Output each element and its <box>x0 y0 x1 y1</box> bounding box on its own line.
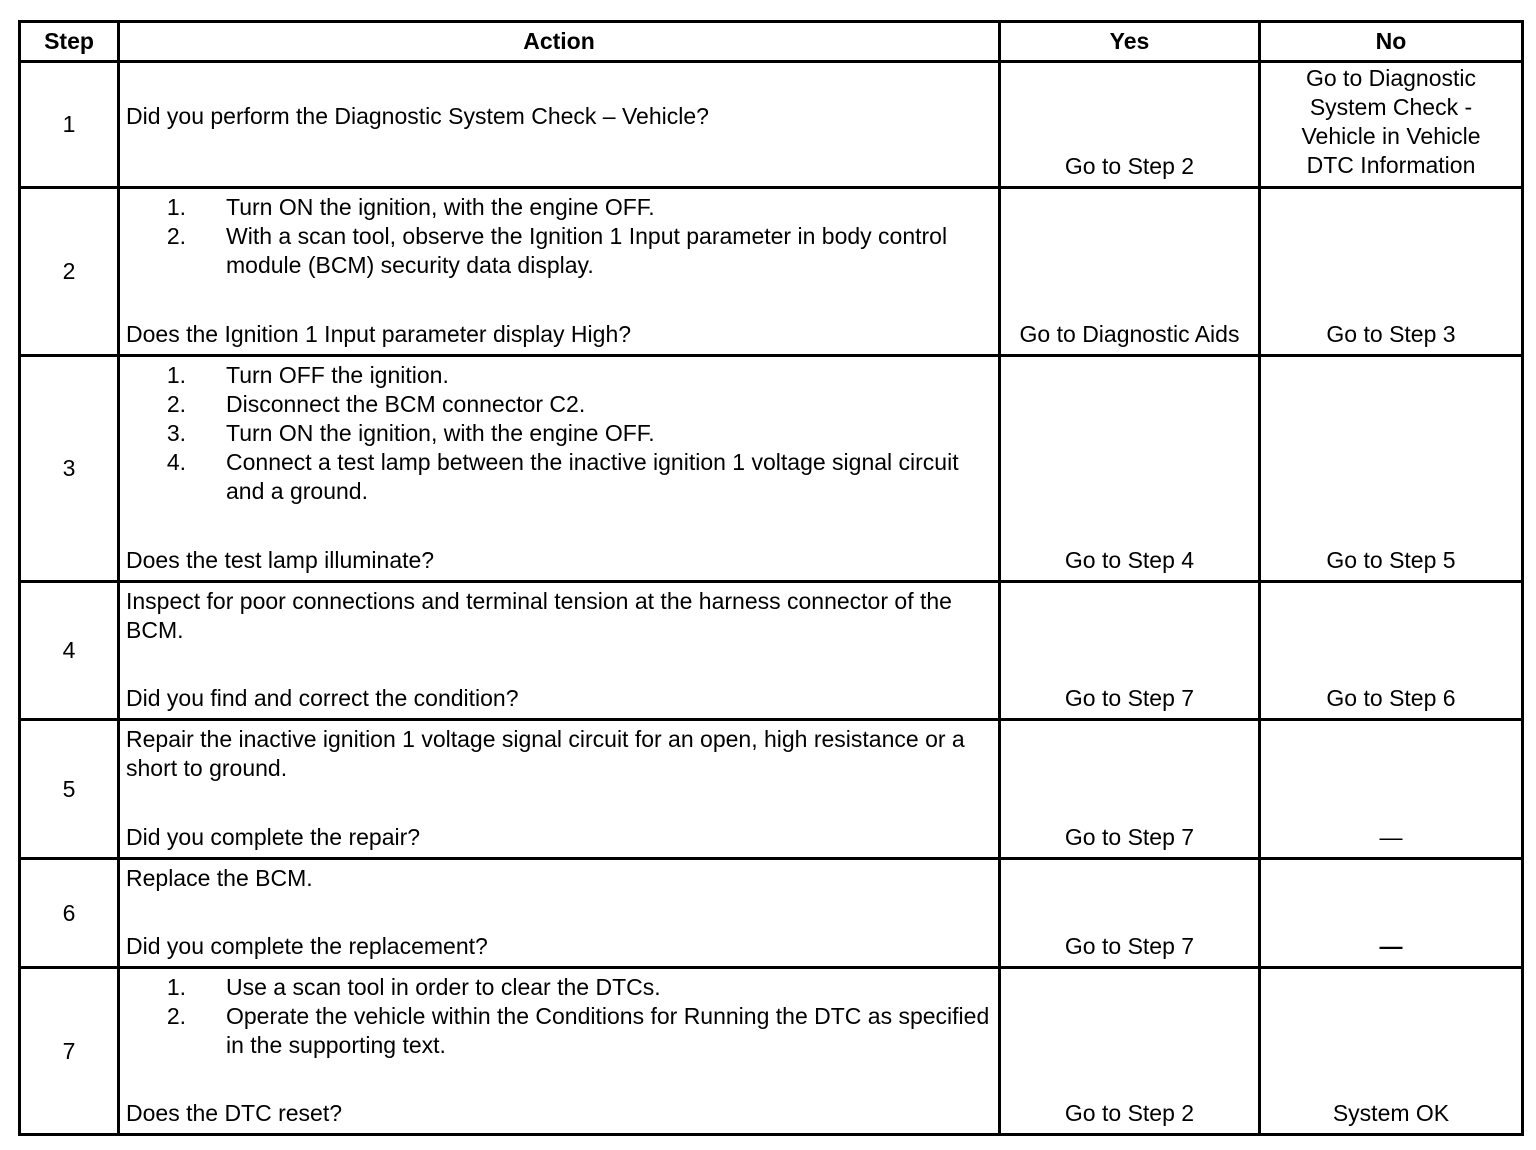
action-cell <box>119 188 1000 356</box>
no-cell <box>1260 62 1523 188</box>
step-number: 5 <box>20 720 119 859</box>
action-question: Did you complete the replacement? <box>126 933 488 959</box>
no-cell: — <box>1260 859 1523 968</box>
yes-cell: Go to Step 7 <box>1000 582 1260 720</box>
table-row <box>20 188 1523 356</box>
yes-cell: Go to Step 7 <box>1000 720 1260 859</box>
action-cell <box>119 859 1000 968</box>
table-row <box>20 582 1523 720</box>
no-line: System Check - <box>1309 94 1473 120</box>
action-steps <box>126 193 992 280</box>
action-step: 2. With a scan tool, observe the Ignition 1 Input parameter in body control module (BCM) security data display. <box>166 223 948 278</box>
action-question: Did you complete the repair? <box>126 824 421 850</box>
diagnostic-table <box>18 20 1524 1136</box>
step-number: 2 <box>20 188 119 356</box>
step-number: 4 <box>20 582 119 720</box>
header-action: Action <box>119 22 1000 62</box>
no-cell: Go to Step 5 <box>1260 356 1523 582</box>
no-cell: — <box>1260 720 1523 859</box>
header-row <box>20 22 1523 62</box>
no-line: Vehicle in Vehicle <box>1301 123 1481 149</box>
step-number: 6 <box>20 859 119 968</box>
action-step: 1. Turn OFF the ignition. <box>166 362 449 388</box>
action-question: Did you perform the Diagnostic System Check – Vehicle? <box>126 103 709 129</box>
action-question: Did you find and correct the condition? <box>126 685 519 711</box>
step-number: 3 <box>20 356 119 582</box>
action-instruction: Repair the inactive ignition 1 voltage signal circuit for an open, high resistance or a short to ground. <box>126 726 965 781</box>
header-no: No <box>1260 22 1523 62</box>
action-question: Does the test lamp illuminate? <box>126 547 435 573</box>
table-row <box>20 859 1523 968</box>
action-question: Does the Ignition 1 Input parameter display High? <box>126 321 632 347</box>
header-step: Step <box>20 22 119 62</box>
action-steps <box>126 973 992 1060</box>
action-cell <box>119 720 1000 859</box>
step-number: 1 <box>20 62 119 188</box>
action-instruction: Replace the BCM. <box>126 865 313 891</box>
no-cell: Go to Step 6 <box>1260 582 1523 720</box>
step-number: 7 <box>20 968 119 1135</box>
action-step: 2. Operate the vehicle within the Conditions for Running the DTC as specified in the supporting text. <box>166 1003 990 1058</box>
action-cell <box>119 62 1000 188</box>
action-cell <box>119 582 1000 720</box>
action-step: 3. Turn ON the ignition, with the engine OFF. <box>166 420 655 446</box>
yes-cell: Go to Step 7 <box>1000 859 1260 968</box>
action-question: Does the DTC reset? <box>126 1100 343 1126</box>
table-row <box>20 968 1523 1135</box>
yes-cell: Go to Diagnostic Aids <box>1000 188 1260 356</box>
table-row <box>20 356 1523 582</box>
action-step: 1. Use a scan tool in order to clear the DTCs. <box>166 974 661 1000</box>
action-cell <box>119 968 1000 1135</box>
action-cell <box>119 356 1000 582</box>
no-cell: Go to Step 3 <box>1260 188 1523 356</box>
yes-cell: Go to Step 2 <box>1000 968 1260 1135</box>
no-line: DTC Information <box>1306 152 1476 178</box>
action-step: 1. Turn ON the ignition, with the engine OFF. <box>166 194 655 220</box>
table-row <box>20 720 1523 859</box>
action-steps <box>126 361 992 506</box>
action-step: 2. Disconnect the BCM connector C2. <box>166 391 586 417</box>
yes-cell: Go to Step 4 <box>1000 356 1260 582</box>
no-cell: System OK <box>1260 968 1523 1135</box>
header-yes: Yes <box>1000 22 1260 62</box>
table-row <box>20 62 1523 188</box>
yes-cell: Go to Step 2 <box>1000 62 1260 188</box>
no-line: Go to Diagnostic <box>1305 65 1477 91</box>
action-instruction: Inspect for poor connections and terminal tension at the harness connector of the BCM. <box>126 588 952 643</box>
action-step: 4. Connect a test lamp between the inactive ignition 1 voltage signal circuit and a ground. <box>166 449 959 504</box>
